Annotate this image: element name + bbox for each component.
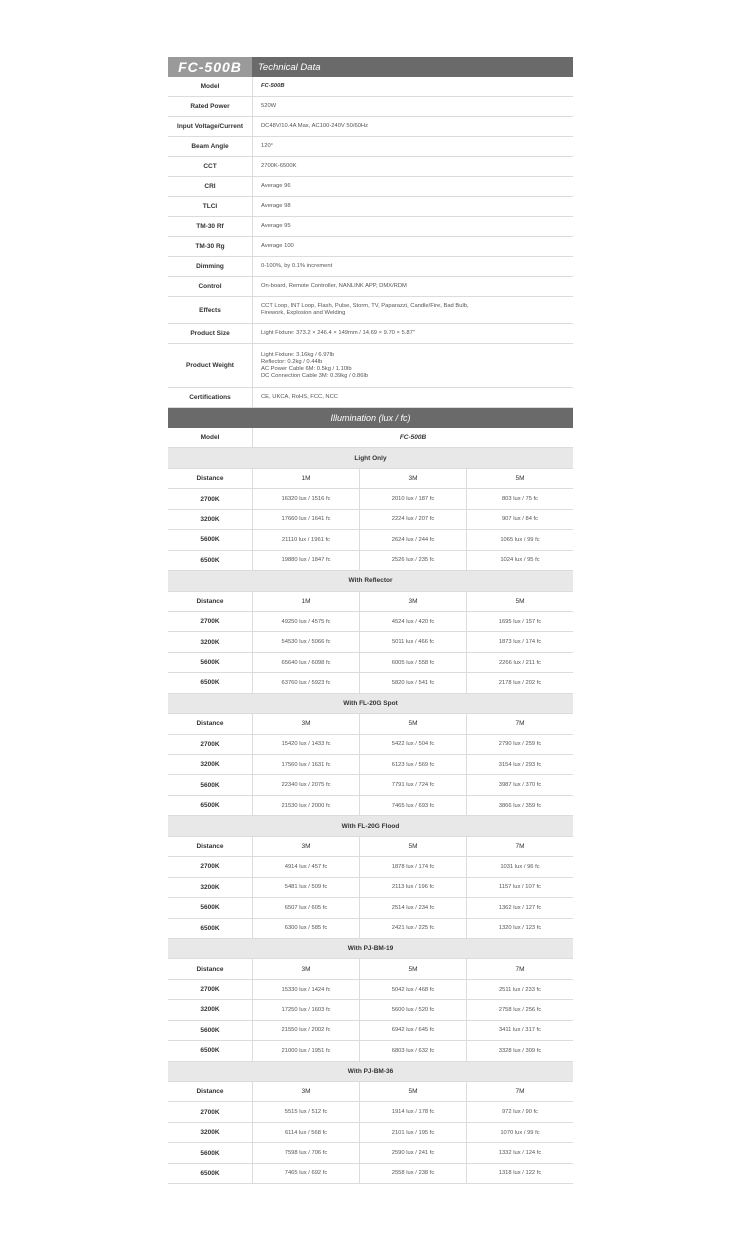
distance-row (168, 714, 573, 734)
distance-value: 7M (515, 965, 525, 973)
distance-label: Distance (168, 1082, 253, 1101)
table-row (168, 632, 573, 652)
lux-value: 63760 lux / 5923 fc (253, 673, 360, 692)
lux-value: 2590 lux / 241 fc (360, 1143, 467, 1162)
lux-value: 3154 lux / 293 fc (498, 761, 542, 768)
section-header-row: With PJ-BM-36 (168, 1062, 573, 1082)
distance-value: 3M (253, 959, 360, 978)
spec-value (253, 388, 573, 407)
distance-value: 3M (360, 592, 467, 611)
table-row (168, 673, 573, 693)
table-row (168, 1102, 573, 1122)
cct-label: 5600K (168, 898, 253, 917)
distance-row (168, 592, 573, 612)
lux-value: 22340 lux / 2075 fc (253, 775, 360, 794)
distance-value: 3M (253, 714, 360, 733)
lux-value: 6123 lux / 569 fc (360, 755, 467, 774)
cct-label: 2700K (168, 735, 253, 754)
spec-row (168, 257, 573, 277)
cct-label: 6500K (168, 919, 253, 938)
spec-value (253, 117, 573, 136)
cct-label: 3200K (168, 755, 253, 774)
distance-value: 5M (360, 714, 467, 733)
table-row (168, 653, 573, 673)
spec-row (168, 277, 573, 297)
cct-label: 6500K (168, 1041, 253, 1060)
spec-row (168, 297, 573, 324)
spec-label: TLCI (168, 197, 253, 216)
spec-label: TM-30 Rg (168, 237, 253, 256)
table-row (168, 1143, 573, 1163)
table-row (168, 796, 573, 816)
cct-label: 2700K (168, 857, 253, 876)
distance-value: 7M (515, 720, 525, 728)
table-row (168, 530, 573, 550)
cct-label: 5600K (168, 1021, 253, 1040)
spec-value-line: Firework, Explosion and Welding (261, 310, 346, 316)
distance-row (168, 837, 573, 857)
lux-value: 6507 lux / 605 fc (253, 898, 360, 917)
spec-value-line: 0-100%, by 0.1% increment (261, 263, 333, 269)
distance-label: Distance (168, 837, 253, 856)
spec-value (253, 344, 573, 387)
lux-value: 5042 lux / 468 fc (360, 980, 467, 999)
spec-value (253, 77, 573, 96)
table-row (168, 980, 573, 1000)
model-label: Model (168, 428, 253, 447)
distance-label: Distance (168, 469, 253, 488)
lux-value: 5422 lux / 504 fc (360, 735, 467, 754)
lux-value: 6300 lux / 585 fc (253, 919, 360, 938)
lux-value: 65640 lux / 6098 fc (253, 653, 360, 672)
spec-value (253, 197, 573, 216)
lux-value: 4524 lux / 420 fc (360, 612, 467, 631)
lux-value: 1070 lux / 99 fc (500, 1129, 540, 1136)
table-row (168, 878, 573, 898)
cct-label: 5600K (168, 1143, 253, 1162)
spec-value (253, 297, 573, 323)
spec-value-line: 520W (261, 103, 277, 109)
distance-row (168, 469, 573, 489)
table-row (168, 551, 573, 571)
lux-value: 1873 lux / 174 fc (498, 639, 542, 646)
lux-value: 17560 lux / 1631 fc (253, 755, 360, 774)
lux-value: 2010 lux / 187 fc (360, 489, 467, 508)
cct-label: 2700K (168, 1102, 253, 1121)
spec-table (168, 77, 573, 408)
lux-value: 5820 lux / 541 fc (360, 673, 467, 692)
lux-value: 2624 lux / 244 fc (360, 530, 467, 549)
lux-value: 5600 lux / 520 fc (360, 1000, 467, 1019)
spec-value-line: Average 98 (261, 203, 291, 209)
lux-value: 17660 lux / 1641 fc (253, 510, 360, 529)
spec-value (253, 257, 573, 276)
spec-value-line: Light Fixture: 373.2 × 246.4 × 149mm / 14.69 × 9.70 × 5.87" (261, 330, 415, 336)
distance-value: 7M (515, 1088, 525, 1096)
spec-label: Model (168, 77, 253, 96)
spec-value-line: Reflector: 0.2kg / 0.44lb (261, 358, 323, 365)
lux-value: 1695 lux / 157 fc (498, 618, 542, 625)
lux-value: 21530 lux / 2000 fc (253, 796, 360, 815)
illumination-table (168, 448, 573, 1184)
table-row (168, 489, 573, 509)
spec-label: Effects (168, 297, 253, 323)
spec-value-line: Light Fixture: 3.16kg / 6.97lb (261, 351, 335, 358)
section-header-row: Light Only (168, 448, 573, 468)
spec-value (253, 177, 573, 196)
spec-label: Certifications (168, 388, 253, 407)
lux-value: 1320 lux / 123 fc (498, 925, 542, 932)
spec-row (168, 97, 573, 117)
lux-value: 21000 lux / 1951 fc (253, 1041, 360, 1060)
lux-value: 7791 lux / 724 fc (360, 775, 467, 794)
lux-value: 2266 lux / 211 fc (498, 659, 542, 666)
lux-value: 2758 lux / 256 fc (498, 1006, 542, 1013)
spec-value-line: FC-500B (261, 83, 285, 89)
distance-value: 5M (360, 959, 467, 978)
spec-value-line: DC Connection Cable 3M: 0.39kg / 0.86lb (261, 372, 368, 379)
cct-label: 5600K (168, 653, 253, 672)
distance-value: 5M (515, 597, 525, 605)
spec-label: Product Size (168, 324, 253, 343)
spec-value-line: Average 100 (261, 243, 294, 249)
lux-value: 803 lux / 75 fc (501, 496, 539, 503)
model-value: FC-500B (399, 434, 427, 442)
spec-label: Input Voltage/Current (168, 117, 253, 136)
lux-value: 1065 lux / 99 fc (500, 536, 540, 543)
spec-value-line: AC Power Cable 6M: 0.5kg / 1.10lb (261, 365, 352, 372)
lux-value: 3328 lux / 309 fc (498, 1047, 542, 1054)
spec-row (168, 324, 573, 344)
table-row (168, 1021, 573, 1041)
lux-value: 15330 lux / 1424 fc (253, 980, 360, 999)
lux-value: 3987 lux / 370 fc (498, 782, 542, 789)
lux-value: 6005 lux / 558 fc (360, 653, 467, 672)
spec-value (253, 137, 573, 156)
spec-row (168, 197, 573, 217)
technical-data-header (168, 57, 573, 77)
lux-value: 2421 lux / 225 fc (360, 919, 467, 938)
cct-label: 5600K (168, 530, 253, 549)
table-row (168, 612, 573, 632)
distance-value: 1M (253, 592, 360, 611)
spec-value (253, 277, 573, 296)
spec-label: TM-30 Rf (168, 217, 253, 236)
lux-value: 907 lux / 84 fc (501, 516, 539, 523)
lux-value: 7598 lux / 706 fc (253, 1143, 360, 1162)
table-row (168, 1000, 573, 1020)
table-row (168, 919, 573, 939)
distance-label: Distance (168, 592, 253, 611)
spec-value (253, 217, 573, 236)
lux-value: 2178 lux / 202 fc (498, 679, 542, 686)
cct-label: 2700K (168, 489, 253, 508)
lux-value: 6942 lux / 645 fc (360, 1021, 467, 1040)
cct-label: 3200K (168, 878, 253, 897)
lux-value: 49250 lux / 4575 fc (253, 612, 360, 631)
distance-row (168, 1082, 573, 1102)
lux-value: 2511 lux / 233 fc (498, 986, 542, 993)
lux-value: 21550 lux / 2002 fc (253, 1021, 360, 1040)
lux-value: 7465 lux / 693 fc (360, 796, 467, 815)
spec-label: CRI (168, 177, 253, 196)
spec-sheet (168, 57, 573, 1184)
section-header-row: With Reflector (168, 571, 573, 591)
spec-value (253, 237, 573, 256)
table-row (168, 775, 573, 795)
cct-label: 3200K (168, 1000, 253, 1019)
illumination-header: Illumination (lux / fc) (168, 408, 573, 428)
lux-value: 2558 lux / 238 fc (360, 1164, 467, 1183)
lux-value: 2790 lux / 259 fc (498, 741, 542, 748)
spec-label: Product Weight (168, 344, 253, 387)
distance-value: 3M (253, 1082, 360, 1101)
lux-value: 5515 lux / 512 fc (253, 1102, 360, 1121)
section-header-row: With FL-20G Flood (168, 816, 573, 836)
spec-value (253, 157, 573, 176)
distance-value: 3M (360, 469, 467, 488)
table-row (168, 735, 573, 755)
illumination-model-row (168, 428, 573, 448)
cct-label: 6500K (168, 1164, 253, 1183)
spec-value-line: CCT Loop, INT Loop, Flash, Pulse, Storm, TV, Paparazzi, Candle/Fire, Bad Bulb, (261, 303, 469, 309)
lux-value: 1362 lux / 127 fc (498, 904, 542, 911)
lux-value: 2514 lux / 234 fc (360, 898, 467, 917)
cct-label: 2700K (168, 612, 253, 631)
lux-value: 19880 lux / 1847 fc (253, 551, 360, 570)
table-row (168, 898, 573, 918)
spec-label: CCT (168, 157, 253, 176)
spec-row (168, 217, 573, 237)
lux-value: 2526 lux / 235 fc (360, 551, 467, 570)
spec-row (168, 117, 573, 137)
table-row (168, 857, 573, 877)
table-row (168, 1123, 573, 1143)
lux-value: 5011 lux / 466 fc (360, 632, 467, 651)
spec-value-line: DC48V/10.4A Max, AC100-240V 50/60Hz (261, 123, 368, 129)
spec-row (168, 344, 573, 388)
cct-label: 6500K (168, 551, 253, 570)
distance-label: Distance (168, 959, 253, 978)
lux-value: 1024 lux / 95 fc (500, 557, 540, 564)
table-row (168, 510, 573, 530)
spec-label: Rated Power (168, 97, 253, 116)
distance-value: 5M (360, 1082, 467, 1101)
spec-row (168, 157, 573, 177)
section-header-row: With PJ-BM-19 (168, 939, 573, 959)
lux-value: 1332 lux / 124 fc (498, 1150, 542, 1157)
spec-row (168, 237, 573, 257)
cct-label: 6500K (168, 673, 253, 692)
lux-value: 6114 lux / 568 fc (253, 1123, 360, 1142)
lux-value: 2113 lux / 196 fc (360, 878, 467, 897)
section-header-row: With FL-20G Spot (168, 694, 573, 714)
header-model-name: FC-500B (168, 57, 252, 77)
spec-label: Control (168, 277, 253, 296)
lux-value: 15420 lux / 1433 fc (253, 735, 360, 754)
spec-row (168, 77, 573, 97)
lux-value: 1914 lux / 178 fc (360, 1102, 467, 1121)
cct-label: 3200K (168, 632, 253, 651)
spec-value-line: CE, UKCA, RoHS, FCC, NCC (261, 394, 338, 400)
spec-value-line: 2700K-6500K (261, 163, 297, 169)
distance-row (168, 959, 573, 979)
lux-value: 2101 lux / 195 fc (360, 1123, 467, 1142)
spec-label: Dimming (168, 257, 253, 276)
lux-value: 16320 lux / 1516 fc (253, 489, 360, 508)
spec-value (253, 324, 573, 343)
lux-value: 1157 lux / 107 fc (498, 884, 542, 891)
lux-value: 7465 lux / 692 fc (253, 1164, 360, 1183)
lux-value: 5481 lux / 509 fc (253, 878, 360, 897)
spec-row (168, 137, 573, 157)
lux-value: 1031 lux / 96 fc (500, 863, 540, 870)
table-row (168, 1041, 573, 1061)
spec-value-line: Average 95 (261, 223, 291, 229)
distance-value: 5M (360, 837, 467, 856)
spec-value-line: Average 96 (261, 183, 291, 189)
distance-value: 5M (515, 475, 525, 483)
spec-value-line: 120° (261, 143, 273, 149)
spec-value (253, 97, 573, 116)
table-row (168, 1164, 573, 1184)
cct-label: 3200K (168, 510, 253, 529)
table-row (168, 755, 573, 775)
spec-row (168, 177, 573, 197)
spec-value-line: On-board, Remote Controller, NANLINK APP, DMX/RDM (261, 283, 407, 289)
lux-value: 6803 lux / 632 fc (360, 1041, 467, 1060)
lux-value: 1878 lux / 174 fc (360, 857, 467, 876)
lux-value: 17250 lux / 1603 fc (253, 1000, 360, 1019)
lux-value: 3866 lux / 359 fc (498, 802, 542, 809)
cct-label: 6500K (168, 796, 253, 815)
cct-label: 2700K (168, 980, 253, 999)
distance-value: 7M (515, 842, 525, 850)
distance-value: 3M (253, 837, 360, 856)
cct-label: 3200K (168, 1123, 253, 1142)
spec-row (168, 388, 573, 408)
cct-label: 5600K (168, 775, 253, 794)
lux-value: 2224 lux / 207 fc (360, 510, 467, 529)
distance-label: Distance (168, 714, 253, 733)
lux-value: 4914 lux / 457 fc (253, 857, 360, 876)
distance-value: 1M (253, 469, 360, 488)
lux-value: 972 lux / 90 fc (501, 1109, 539, 1116)
header-title: Technical Data (252, 57, 573, 77)
lux-value: 21110 lux / 1961 fc (253, 530, 360, 549)
lux-value: 1318 lux / 122 fc (498, 1170, 542, 1177)
spec-label: Beam Angle (168, 137, 253, 156)
lux-value: 3411 lux / 317 fc (498, 1027, 542, 1034)
lux-value: 54530 lux / 5066 fc (253, 632, 360, 651)
